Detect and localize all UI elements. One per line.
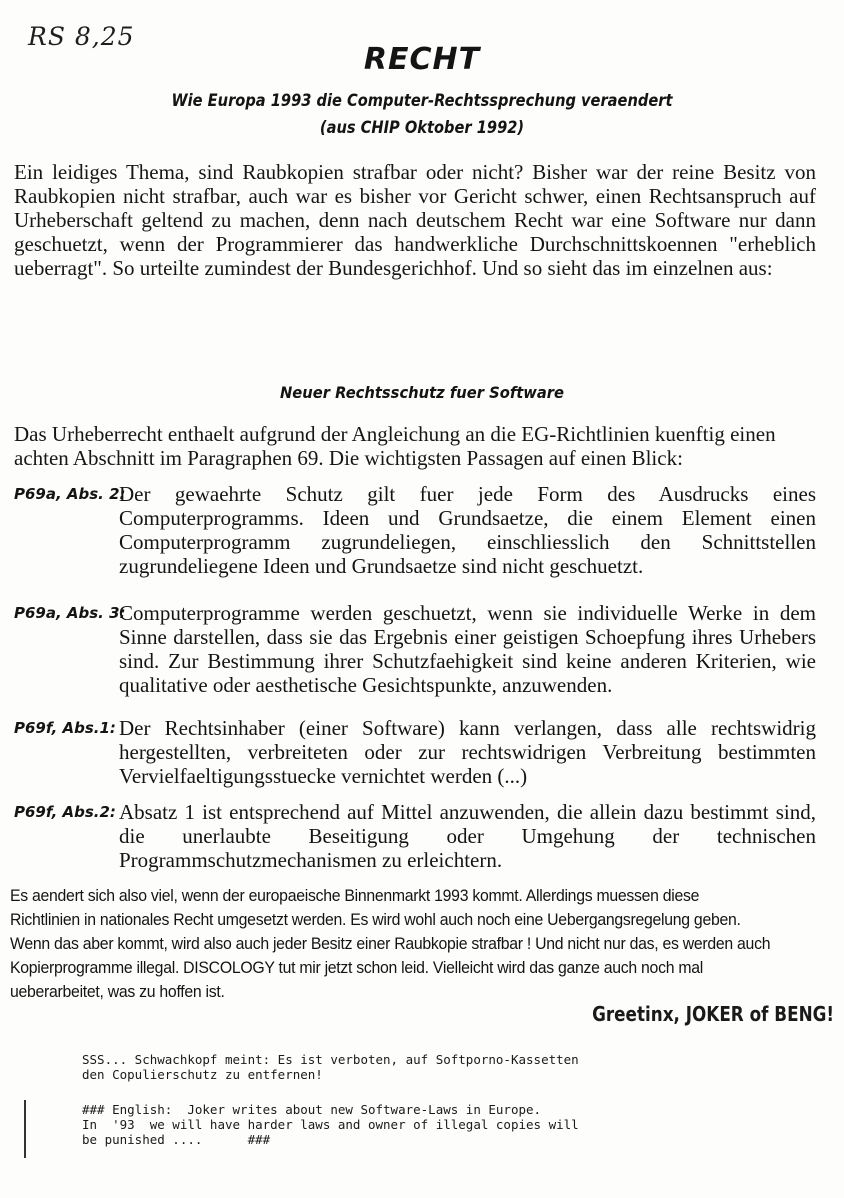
law-paragraph (14, 601, 816, 697)
greeting-signature: Greetinx, JOKER of BENG! (592, 1002, 834, 1026)
handwritten-note: RS 8,25 (28, 22, 135, 51)
footnote-german: SSS... Schwachkopf meint: Es ist verboten, auf Softporno-Kassetten den Copulierschutz zu entfernen! (82, 1052, 579, 1082)
paragraph-label: P69a, Abs. 3: (14, 604, 126, 622)
paragraph-label: P69f, Abs.2: (14, 803, 116, 821)
law-paragraph (14, 800, 816, 872)
footnote-english: ### English: Joker writes about new Software-Laws in Europe. In '93 we will have harder laws and owner of illegal copies will be punished .... ### (82, 1102, 579, 1147)
margin-line (24, 1100, 26, 1158)
law-paragraph (14, 716, 816, 788)
closing-paragraph: Es aendert sich also viel, wenn der europaeische Binnenmarkt 1993 kommt. Allerdings muessen diese Richtlinien in nationales Recht umgesetzt werden. Es wird wohl auch noch eine Uebergangsregelung geben. Wenn das aber kommt, wird also auch jeder Besitz einer Raubkopie strafbar ! Und nicht nur das, es werden auch Kopierprogramme illegal. DISCOLOGY tut mir jetzt schon leid. Vielleicht wird das ganze auch noch mal ueberarbeitet, was zu hoffen ist. (10, 886, 771, 1001)
paragraph-text: Computerprogramme werden geschuetzt, wenn sie individuelle Werke in dem Sinne darstellen, dass sie das Ergebnis einer geistigen Schoepfung ihres Urhebers sind. Zur Bestimmung ihrer Schutzfaehigkeit sind keine anderen Kriterien, wie qualitative oder aesthetische Gesichtspunkte, anzuwenden. (119, 601, 816, 697)
law-paragraph (14, 482, 816, 578)
article-source: (aus CHIP Oktober 1992) (319, 118, 525, 138)
paragraph-label: P69a, Abs. 2: (14, 485, 126, 503)
paragraph-text: Der gewaehrte Schutz gilt fuer jede Form des Ausdrucks eines Computerprogramms. Ideen und Grundsaetze, die einem Element einen Computerprogramm zugrundeliegen, einschliesslich den Schnittstellen zugrundeliegene Ideen und Grundsaetze sind nicht geschuetzt. (119, 482, 816, 578)
article-subtitle: Wie Europa 1993 die Computer-Rechtssprechung veraendert (171, 91, 673, 111)
paragraph-label: P69f, Abs.1: (14, 719, 116, 737)
section-heading: Neuer Rechtsschutz fuer Software (279, 383, 565, 402)
section-lead: Das Urheberrecht enthaelt aufgrund der Angleichung an die EG-Richtlinien kuenftig einen achten Abschnitt im Paragraphen 69. Die wichtigsten Passagen auf einen Blick: (14, 422, 776, 470)
paragraph-text: Der Rechtsinhaber (einer Software) kann verlangen, dass alle rechtswidrig hergestellten, verbreiteten oder zur rechtswidrigen Verbreitung bestimmten Vervielfaeltigungsstuecke vernichtet werden (...) (119, 716, 816, 788)
page-title: RECHT (363, 42, 481, 77)
intro-paragraph: Ein leidiges Thema, sind Raubkopien strafbar oder nicht? Bisher war der reine Besitz von Raubkopien nicht strafbar, auch war es bisher vor Gericht schwer, einen Rechtsanspruch auf Urheberschaft geltend zu machen, denn nach deutschem Recht war eine Software nur dann geschuetzt, wenn der Programmierer das handwerkliche Durchschnittskoennen "erheblich ueberragt". So urteilte zumindest der Bundesgerichhof. Und so sieht das im einzelnen aus: (14, 160, 816, 280)
paragraph-text: Absatz 1 ist entsprechend auf Mittel anzuwenden, die allein dazu bestimmt sind, die unerlaubte Beseitigung oder Umgehung der technischen Programmschutzmechanismen zu erleichtern. (119, 800, 816, 872)
